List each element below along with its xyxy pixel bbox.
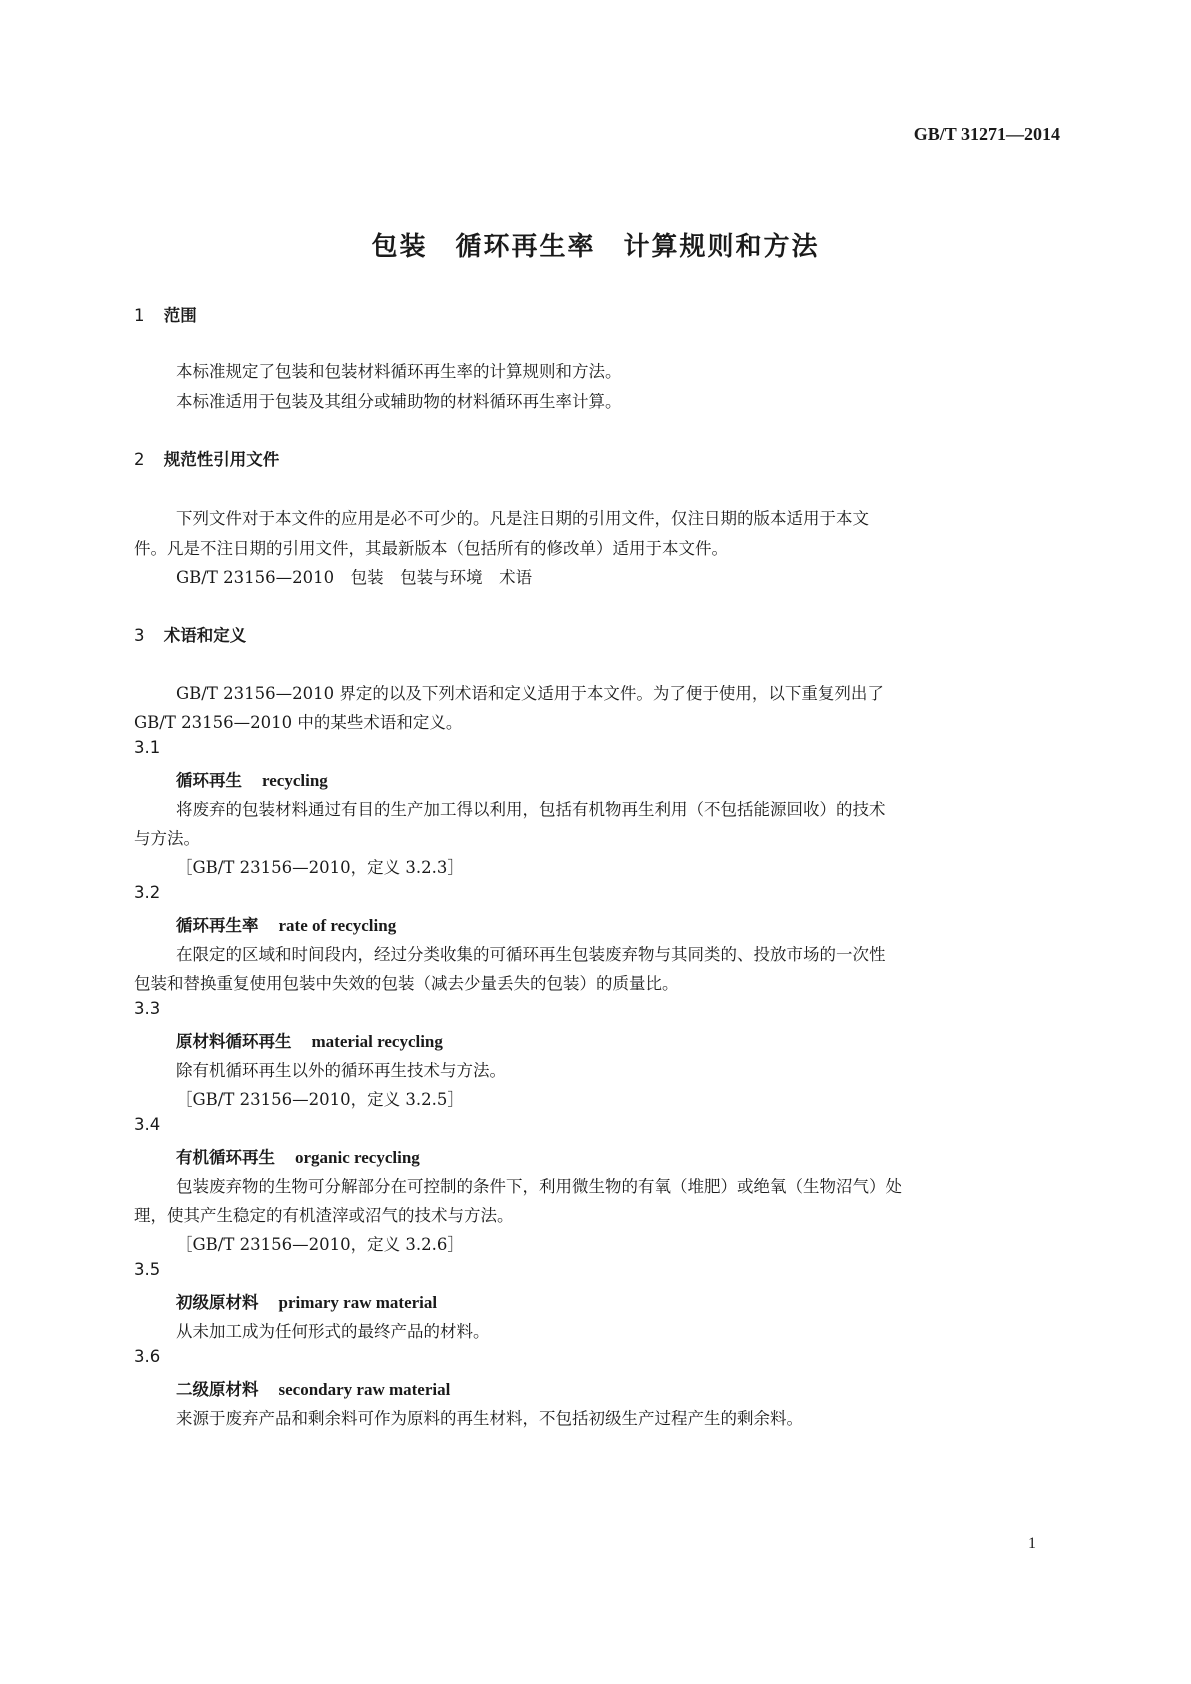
section-number: 2 — [134, 450, 145, 469]
paragraph: 本标准规定了包装和包装材料循环再生率的计算规则和方法。 — [176, 362, 622, 381]
term-zh: 初级原材料 — [176, 1293, 259, 1312]
section-number: 3 — [134, 626, 145, 645]
clause-number: 3.5 — [134, 1260, 161, 1279]
term-zh: 循环再生率 — [176, 916, 259, 935]
paragraph-line: GB/T 23156—2010 界定的以及下列术语和定义适用于本文件。为了便于使用，以下重复列出了 — [176, 684, 884, 703]
definition-source: ［GB/T 23156—2010，定义 3.2.5］ — [176, 1090, 464, 1109]
term-en: secondary raw material — [278, 1380, 451, 1399]
paragraph: 本标准适用于包装及其组分或辅助物的材料循环再生率计算。 — [176, 392, 622, 411]
section-title: 术语和定义 — [163, 626, 247, 645]
definition-source: ［GB/T 23156—2010，定义 3.2.3］ — [176, 858, 464, 877]
normative-reference: GB/T 23156—2010 包装 包装与环境 术语 — [176, 568, 533, 587]
paragraph-line: 下列文件对于本文件的应用是必不可少的。凡是注日期的引用文件，仅注日期的版本适用于本文 — [176, 509, 869, 528]
term-en: primary raw material — [278, 1293, 438, 1312]
section-number: 1 — [134, 306, 145, 325]
term-en: material recycling — [311, 1032, 443, 1051]
paragraph-line: 件。凡是不注日期的引用文件，其最新版本（包括所有的修改单）适用于本文件。 — [134, 539, 728, 558]
term-heading — [176, 1028, 443, 1052]
definition-line: 理，使其产生稳定的有机渣滓或沼气的技术与方法。 — [134, 1206, 514, 1225]
term-heading — [176, 1376, 450, 1400]
term-zh: 有机循环再生 — [176, 1148, 275, 1167]
term-en: recycling — [262, 771, 328, 790]
definition-line: 包装和替换重复使用包装中失效的包装（减去少量丢失的包装）的质量比。 — [134, 974, 679, 993]
definition-line: 从未加工成为任何形式的最终产品的材料。 — [176, 1322, 490, 1341]
standard-code: GB/T 31271—2014 — [913, 124, 1060, 144]
term-heading — [176, 1289, 437, 1313]
paragraph-line: GB/T 23156—2010 中的某些术语和定义。 — [134, 713, 463, 732]
section-title: 规范性引用文件 — [163, 450, 280, 469]
term-zh: 循环再生 — [176, 771, 242, 790]
definition-line: 与方法。 — [134, 829, 200, 848]
term-heading — [176, 767, 328, 791]
term-zh: 二级原材料 — [176, 1380, 259, 1399]
section-3-heading — [134, 622, 246, 646]
definition-line: 除有机循环再生以外的循环再生技术与方法。 — [176, 1061, 506, 1080]
term-en: rate of recycling — [278, 916, 397, 935]
clause-number: 3.4 — [134, 1115, 161, 1134]
document-title: 包装 循环再生率 计算规则和方法 — [371, 232, 820, 262]
clause-number: 3.2 — [134, 883, 161, 902]
definition-line: 在限定的区域和时间段内，经过分类收集的可循环再生包装废弃物与其同类的、投放市场的一次性 — [176, 945, 886, 964]
clause-number: 3.6 — [134, 1347, 161, 1366]
page-number: 1 — [1028, 1535, 1036, 1552]
definition-source: ［GB/T 23156—2010，定义 3.2.6］ — [176, 1235, 464, 1254]
term-zh: 原材料循环再生 — [176, 1032, 292, 1051]
section-title: 范围 — [163, 306, 197, 325]
definition-line: 包装废弃物的生物可分解部分在可控制的条件下，利用微生物的有氧（堆肥）或绝氧（生物沼气）处 — [176, 1177, 902, 1196]
clause-number: 3.3 — [134, 999, 161, 1018]
section-1-heading — [134, 302, 197, 326]
term-en: organic recycling — [295, 1148, 420, 1167]
definition-line: 来源于废弃产品和剩余料可作为原料的再生材料，不包括初级生产过程产生的剩余料。 — [176, 1409, 803, 1428]
section-2-heading — [134, 446, 279, 470]
definition-line: 将废弃的包装材料通过有目的生产加工得以利用，包括有机物再生利用（不包括能源回收）的技术 — [176, 800, 886, 819]
term-heading — [176, 1144, 420, 1168]
clause-number: 3.1 — [134, 738, 161, 757]
term-heading — [176, 912, 396, 936]
